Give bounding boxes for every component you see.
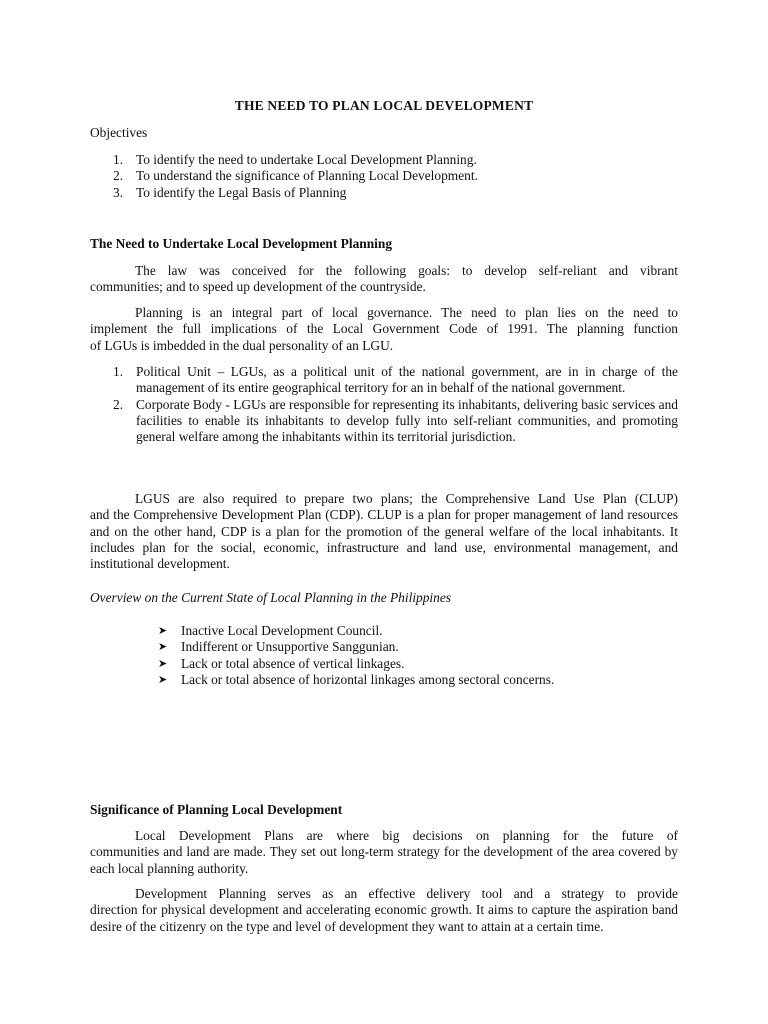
page-title: THE NEED TO PLAN LOCAL DEVELOPMENT	[234, 98, 534, 113]
overview-list	[158, 623, 678, 688]
list-text: To identify the Legal Basis of Planning	[136, 184, 347, 200]
paragraph-text: and the Comprehensive Development Plan (CDP). CLUP is a plan for proper management of land resources and on the other hand, CDP is a plan for the promotion of the general welfare of the local inhabitants. It includes plan for the social, economic, infrastructure and land use, environmental management, and institutional development.	[90, 507, 678, 572]
paragraph-line: LGUS are also required to prepare two plans; the Comprehensive Land Use Plan (CLUP)	[135, 491, 678, 506]
list-text: Lack or total absence of horizontal linkages among sectoral concerns.	[181, 671, 555, 687]
list-text: Lack or total absence of vertical linkages.	[181, 655, 405, 671]
paragraph-text: communities and land are made. They set out long-term strategy for the development of the area covered by each local planning authority.	[90, 844, 678, 876]
arrow-bullet-icon: ➤	[158, 625, 168, 637]
list-item	[158, 623, 678, 639]
paragraph-local-plans	[90, 828, 678, 877]
overview-heading: Overview on the Current State of Local Planning in the Philippines	[90, 590, 452, 605]
paragraph-line: Development Planning serves as an effective delivery tool and a strategy to provide	[135, 886, 678, 901]
paragraph-line: The law was conceived for the following goals: to develop self-reliant and vibrant	[135, 263, 678, 278]
list-text: Corporate Body - LGUs are responsible for representing its inhabitants, delivering basic services and facilities to enable its inhabitants to develop fully into self-reliant communities, and promoting general welfare among the inhabitants within its territorial jurisdiction.	[136, 396, 678, 445]
paragraph-goals	[90, 263, 678, 296]
list-text: Inactive Local Development Council.	[181, 623, 383, 638]
arrow-bullet-icon: ➤	[158, 641, 168, 654]
paragraph-line: Local Development Plans are where big decisions on planning for the future of	[135, 828, 678, 843]
list-text: To identify the need to undertake Local Development Planning.	[136, 152, 477, 167]
paragraph-line: implement the full implications of the Local Government Code of 1991. The planning function	[90, 321, 678, 337]
list-item	[90, 364, 678, 397]
paragraph-line: Planning is an integral part of local governance. The need to plan lies on the need to	[135, 305, 678, 320]
list-item	[158, 656, 678, 672]
objectives-list	[90, 152, 680, 201]
list-number: 2.	[113, 168, 124, 184]
objectives-heading: Objectives	[90, 125, 148, 140]
lgu-personality-list	[90, 364, 678, 445]
list-item	[90, 397, 678, 446]
section-heading-need: The Need to Undertake Local Development Planning	[90, 236, 393, 251]
arrow-bullet-icon: ➤	[158, 673, 168, 686]
list-item	[90, 152, 680, 168]
list-text: Political Unit – LGUs, as a political unit of the national government, are in in charge of the management of its entire geographical territory for an in behalf of the national government.	[136, 364, 678, 396]
list-item	[90, 185, 680, 201]
arrow-bullet-icon: ➤	[158, 657, 168, 670]
section-heading-significance: Significance of Planning Local Development	[90, 802, 343, 817]
list-item	[158, 672, 678, 688]
list-number: 1.	[113, 364, 124, 379]
paragraph-line: of LGUs is imbedded in the dual personality of an LGU.	[90, 337, 394, 353]
list-text: To understand the significance of Planning Local Development.	[136, 168, 478, 184]
list-item	[90, 168, 680, 184]
paragraph-two-plans	[90, 491, 678, 572]
list-number: 2.	[113, 396, 124, 412]
paragraph-planning	[90, 305, 678, 354]
list-item	[158, 639, 678, 655]
paragraph-text: direction for physical development and accelerating economic growth. It aims to capture the aspiration band desire of the citizenry on the type and level of development they want to attain at a certain time.	[90, 902, 678, 934]
paragraph-line: communities; and to speed up development of the countryside.	[90, 279, 426, 295]
list-number: 3.	[113, 184, 124, 200]
paragraph-development-planning	[90, 886, 678, 935]
list-number: 1.	[113, 152, 124, 167]
list-text: Indifferent or Unsupportive Sanggunian.	[181, 639, 399, 655]
